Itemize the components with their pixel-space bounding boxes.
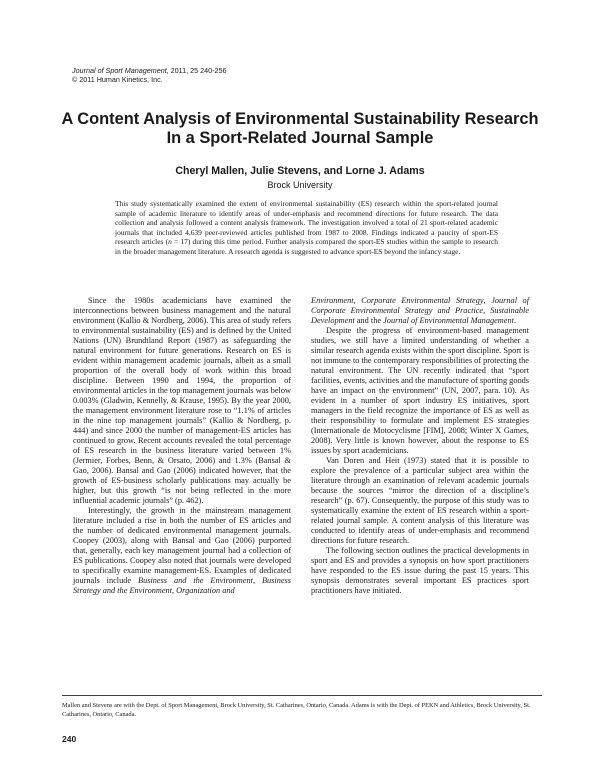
author-list: Cheryl Mallen, Julie Stevens, and Lorne J. Adams bbox=[175, 165, 425, 177]
title-line-1: A Content Analysis of Environmental Sustainability Research bbox=[61, 110, 539, 128]
right-column bbox=[311, 296, 529, 596]
abstract-text-2: = 17) during this time period. Further analysis compared the sport-ES studies within the sample to research in the broader management literature. A research agenda is suggested to advance sport-ES beyond the infancy stage. bbox=[115, 237, 498, 256]
affiliation: Brock University bbox=[267, 180, 333, 190]
left-column bbox=[73, 296, 291, 596]
separator: , bbox=[252, 576, 262, 586]
footnote-divider bbox=[62, 695, 542, 696]
abstract bbox=[115, 199, 498, 256]
title-line-2: In a Sport-Related Journal Sample bbox=[166, 129, 434, 147]
separator: , bbox=[483, 296, 492, 305]
journal-title-ref: Business and the Environment bbox=[138, 576, 253, 586]
separator: , bbox=[353, 296, 362, 305]
article-title bbox=[40, 110, 560, 148]
page-number: 240 bbox=[62, 734, 77, 744]
journal-volume-pages: 2011, 25 240-256 bbox=[168, 66, 227, 75]
separator: , bbox=[483, 306, 491, 316]
journal-title-ref: Journal of Corporate Environmental Strategy and Practice bbox=[311, 296, 530, 316]
journal-name: Journal of Sport Management, bbox=[72, 66, 169, 75]
continued-paragraph bbox=[311, 296, 529, 326]
journal-title-ref: Organization and bbox=[176, 586, 235, 596]
body-paragraph-4: Van Doren and Heit (1973) stated that it is possible to explore the prevalence of a particular subject area within the literature through an examination of relevant academic journals because the sources “mirror the direction of a discipline’s research” (p. 67). Consequently, the purpose of this study was to systematically examine the extent of ES research within a sport-related journal sample. A content analysis of this literature was conducted to identify areas of under-emphasis and recommend directions for future research. bbox=[311, 456, 529, 546]
abstract-n-symbol: n bbox=[168, 237, 172, 247]
journal-title-ref: Sustainable Development bbox=[311, 306, 529, 326]
journal-title-ref: Environment bbox=[311, 296, 354, 305]
body-paragraph-3: Despite the progress of environment-based management studies, we still have a limited understanding of whether a similar research agenda exists within the sport discipline. Sport is not immune to the contemporary responsibilities of protecting the natural environment. The UN recently indicated that “sport facilities, events, activities and the manufacture of sporting goods have an impact on the environment” (UN, 2007, para. 10). As evident in a number of sport industry ES initiatives, sport managers in the field recognize the importance of ES as well as their responsibility to formulate and implement ES strategies (Internationale de Motocyclisme [FIM], 2008; Winter X Games, 2008). Very little is known however, about the response to ES issues by sport academicians. bbox=[311, 326, 529, 456]
paragraph-text: Interestingly, the growth in the mainstream management literature included a rise in both the number of ES articles and the number of dedicated environmental management journals. Coopey (2003), along with Bansal and Gao (2006) purported that, generally, each key management journal had a collection of ES publications. Coopey also noted that journals were developed to specifically examine management-ES. Examples of dedicated journals include bbox=[73, 506, 291, 586]
author-footnote: Mallen and Stevens are with the Dept. of Sport Management, Brock University, St. Catharines, Ontario, Canada. Adams is with the Dept. of PEKN and Athletics, Brock University, St. Catharines, Ontario, Canada. bbox=[62, 702, 531, 718]
intro-paragraph-1: Since the 1980s academicians have examined the interconnections between business management and the natural environment (Kallio & Nordberg, 2006). This area of study refers to environmental sustainability (ES) and is defined by the United Nations (UN) Brundtland Report (1987) as safeguarding the natural environment for future generations. Research on ES is evident within management academic journals, albeit as a small proportion of the overall body of work within this broad discipline. Between 1990 and 1994, the proportion of environmental articles in the top management journals was below 0.003% (Gladwin, Kennelly, & Krause, 1995). By the year 2000, the management environment literature rose to “1.1% of articles in the nine top management journals” (Kallio & Nordberg, p. 444) and since 2000 the number of management-ES articles has continued to grow. Recent accounts revealed the total percentage of ES research in the business literature varied between 1% (Jermier, Forbes, Benn, & Orsato, 2006) and 1.3% (Bansal & Gao, 2006). Bansal and Gao (2006) indicated however, that the growth of ES-business scholarly publications may actually be higher, but this growth “is not being reflected in the more influential academic journals” (p. 462). bbox=[73, 296, 291, 506]
intro-paragraph-2 bbox=[73, 506, 291, 596]
journal-title-ref: Journal of Environmental Management bbox=[383, 316, 514, 326]
separator: and the bbox=[354, 316, 384, 326]
journal-title-ref: Corporate Environmental Strategy bbox=[361, 296, 484, 305]
separator: , bbox=[172, 586, 177, 596]
journal-header bbox=[72, 67, 372, 84]
copyright-line: © 2011 Human Kinetics, Inc. bbox=[72, 74, 163, 84]
separator: . bbox=[513, 316, 517, 326]
body-paragraph-5: The following section outlines the practical developments in sport and ES and provides a synopsis on how sport practitioners have responded to the ES issue during the past 15 years. This synopsis demonstrates several important ES practices sport practitioners have initiated. bbox=[311, 546, 529, 596]
journal-title-ref: Business Strategy and the Environment bbox=[73, 576, 291, 596]
abstract-text-1: This study systematically examined the extent of environmental sustainability (ES) research within the sport-related journal sample of academic literature to identify areas of under-emphasis and recommend directions for future research. The data collection and analysis followed a content analysis framework. The investigation involved a total of 21 sport-related academic journals that included 4,639 peer-reviewed articles published from 1987 to 2008. Findings indicated a paucity of sport-ES research articles ( bbox=[115, 199, 498, 247]
